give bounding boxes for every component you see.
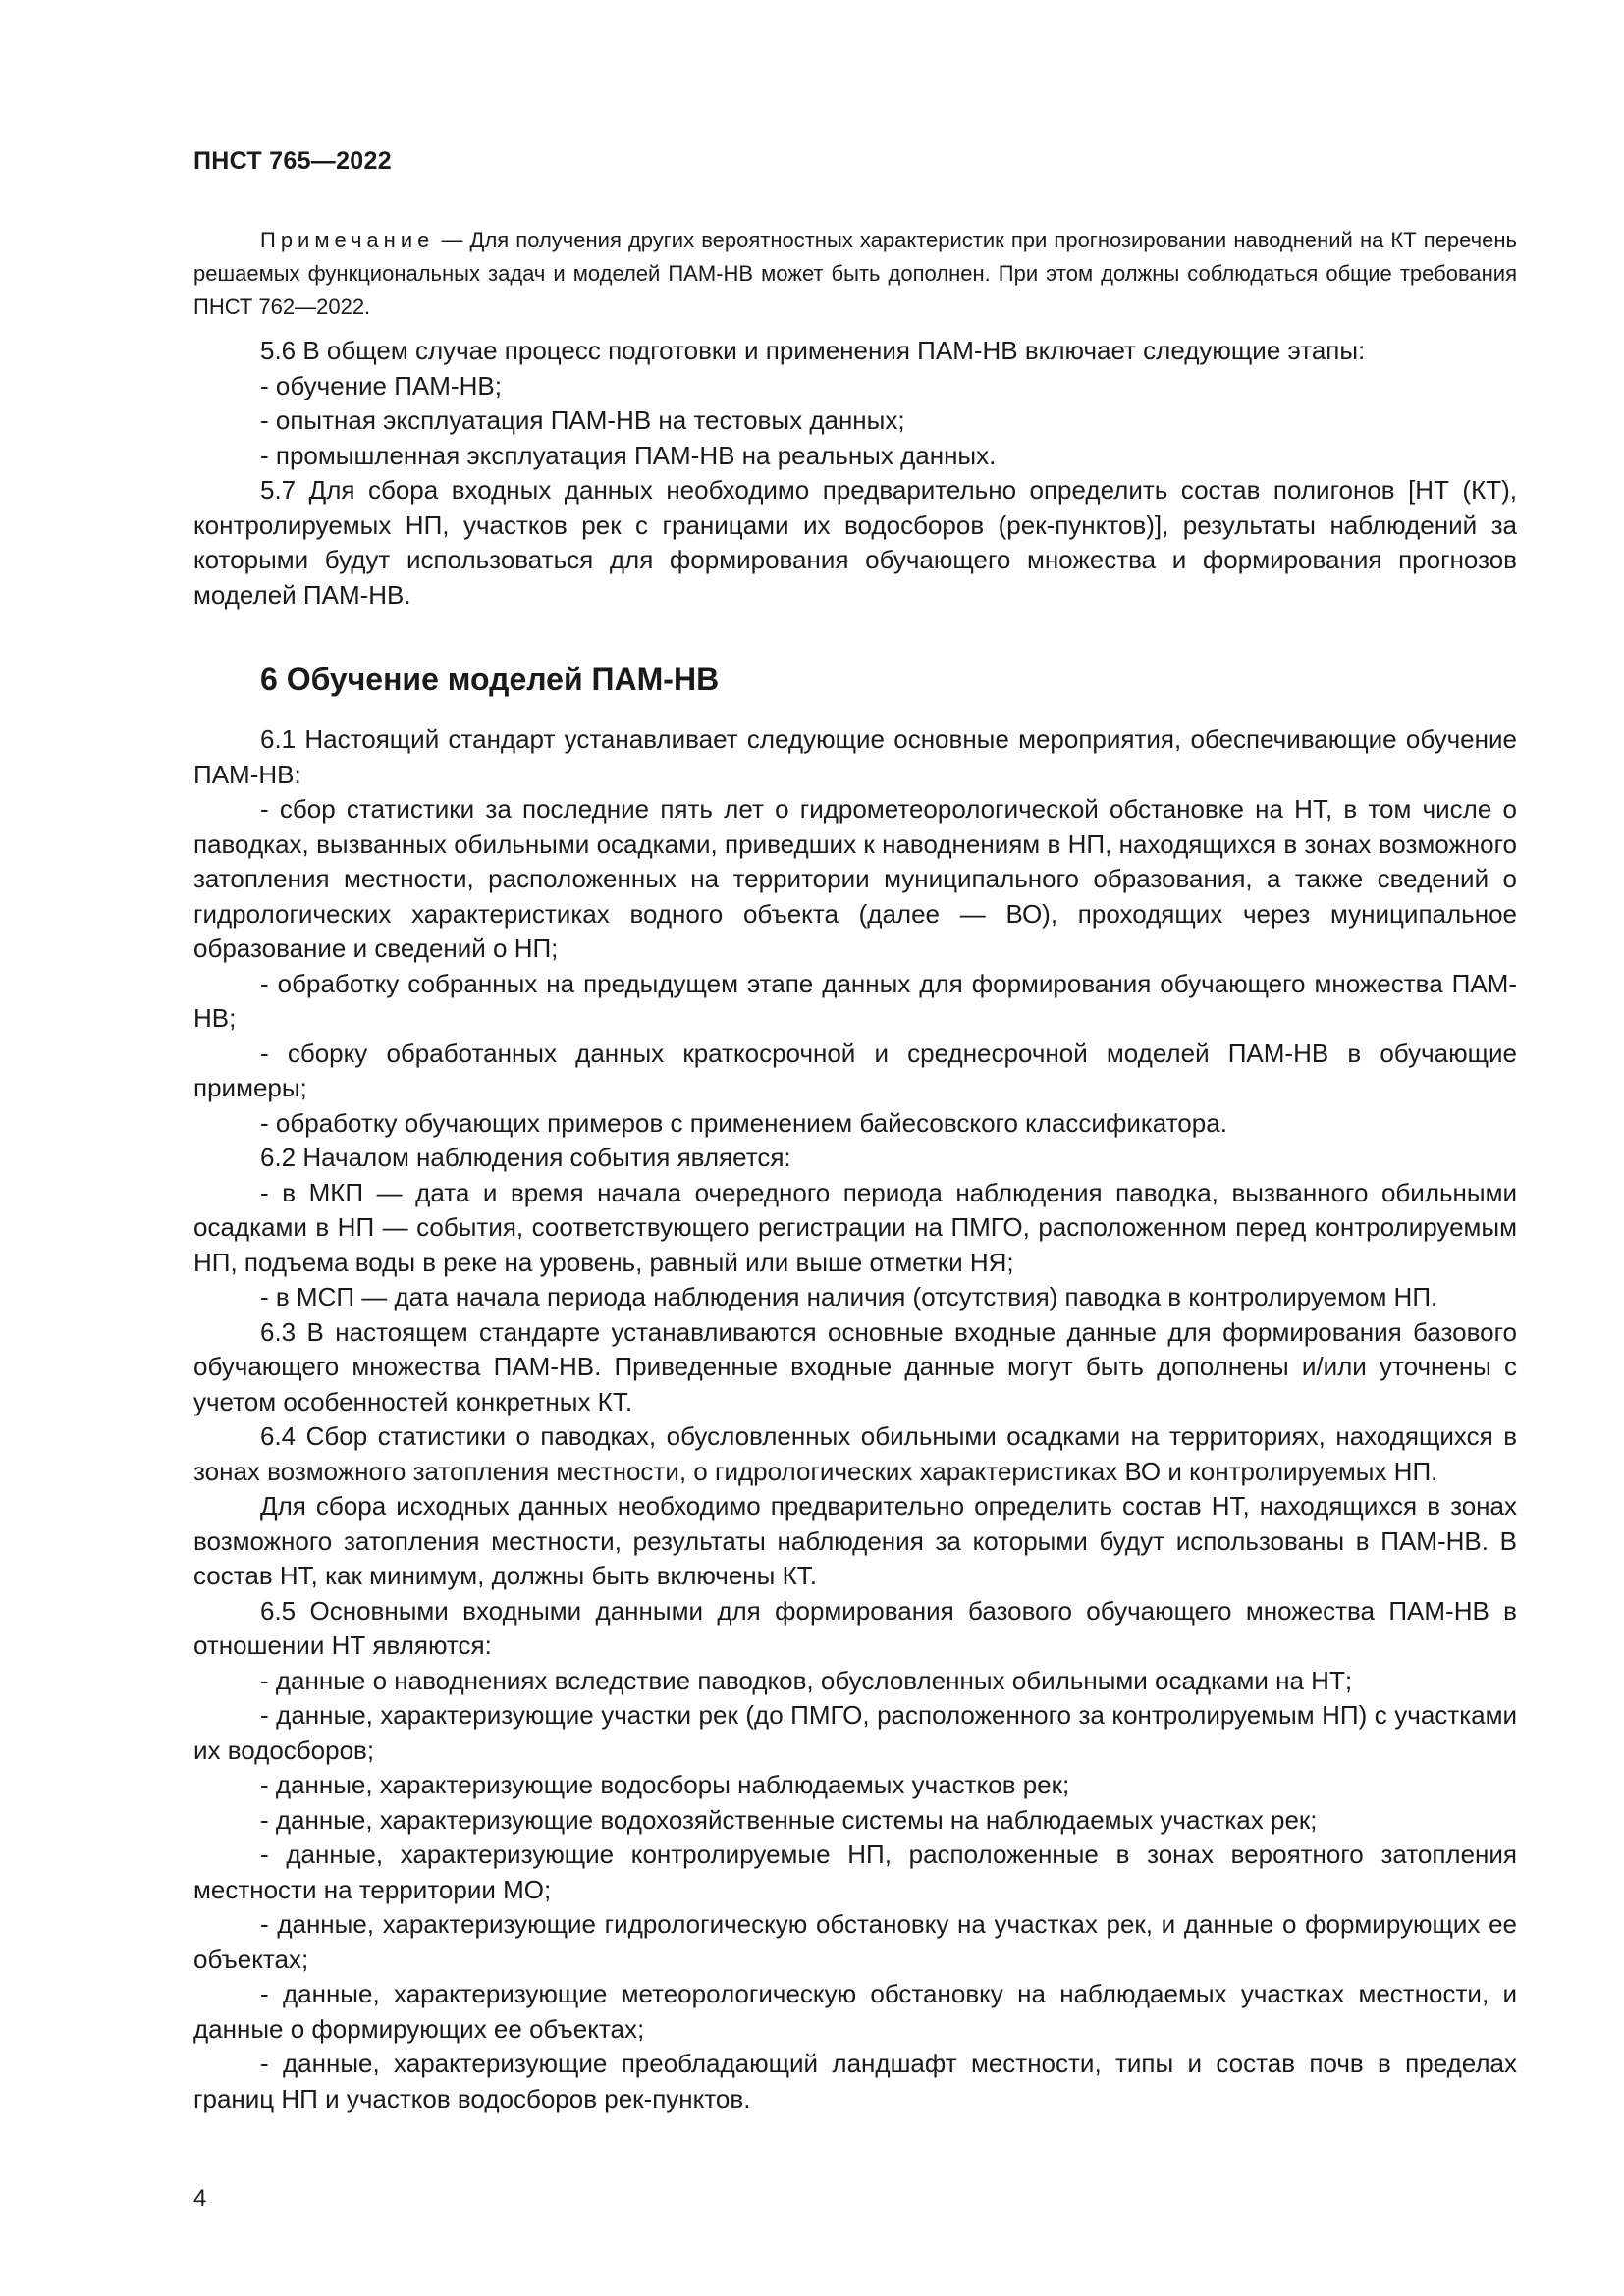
paragraph-6-1: 6.1 Настоящий стандарт устанавливает следующие основные мероприятия, обеспечивающие обучение ПАМ-НВ: [193,724,1517,789]
list-item: - обучение ПАМ-НВ; [260,370,502,400]
list-item: - в МСП — дата начала периода наблюдения наличия (отсутствия) паводка в контролируемом НП. [260,1282,1438,1311]
list-item: - сбор статистики за последние пять лет о гидрометеорологической обстановке на НТ, в том числе о паводках, вызванных обильными осадками, приведших к наводнениям в НП, находящихся в зонах возможного затопления местности, расположенных на территории муниципального образования, а также сведений о гидрологических характеристиках водного объекта (далее — ВО), проходящих через муниципальное образование и сведений о НП; [193,794,1517,963]
note-paragraph [193,224,1517,324]
list-item: - данные, характеризующие водохозяйственные системы на наблюдаемых участках рек; [260,1804,1318,1835]
list-item: - данные, характеризующие участки рек (до ПМГО, расположенного за контролируемым НП) с участками их водосборов; [193,1700,1517,1765]
list-item: - данные, характеризующие водосборы наблюдаемых участков рек; [260,1770,1070,1799]
paragraph-6-2: 6.2 Началом наблюдения события является: [260,1143,791,1172]
list-item: - промышленная эксплуатация ПАМ-НВ на реальных данных. [260,440,997,470]
paragraph-6-5: 6.5 Основными входными данными для формирования базового обучающего множества ПАМ-НВ в отношении НТ являются: [193,1595,1517,1660]
list-item: - данные, характеризующие гидрологическую обстановку на участках рек, и данные о формирующих ее объектах; [193,1909,1517,1974]
page-number: 4 [193,2185,207,2212]
note-text: — Для получения других вероятностных характеристик при прогнозировании наводнений на КТ перечень решаемых функциональных задач и моделей ПАМ-НВ может быть дополнен. При этом должны соблюдаться общие требования ПНСТ 762—2022. [193,228,1517,319]
paragraph-5-6: 5.6 В общем случае процесс подготовки и применения ПАМ-НВ включает следующие этапы: [260,336,1366,365]
list-item: - данные, характеризующие контролируемые НП, расположенные в зонах вероятного затопления местности на территории МО; [193,1840,1517,1904]
list-item: - опытная эксплуатация ПАМ-НВ на тестовых данных; [260,405,905,435]
list-item: - данные о наводнениях вследствие паводков, обусловленных обильными осадками на НТ; [260,1665,1353,1695]
list-item: - в МКП — дата и время начала очередного периода наблюдения паводка, вызванного обильными осадками в НП — события, соответствующего регистрации на ПМГО, расположенном перед контролируемым НП, подъема воды в реке на уровень, равный или выше отметки НЯ; [193,1177,1517,1277]
page-content [193,224,1517,2116]
section-6-heading: 6 Обучение моделей ПАМ-НВ [260,662,720,697]
list-item: - данные, характеризующие метеорологическую обстановку на наблюдаемых участках местности, и данные о формирующих ее объектах; [193,1979,1517,2044]
list-item: - данные, характеризующие преобладающий ландшафт местности, типы и состав почв в пределах границ НП и участков водосборов рек-пунктов. [193,2049,1517,2113]
note-label: Примечание [260,228,435,252]
list-item: - сборку обработанных данных краткосрочной и среднесрочной моделей ПАМ-НВ в обучающие примеры; [193,1038,1517,1102]
paragraph-6-4-continued: Для сбора исходных данных необходимо предварительно определить состав НТ, находящихся в зонах возможного затопления местности, результаты наблюдения за которыми будут использованы в ПАМ-НВ. В состав НТ, как минимум, должны быть включены КТ. [193,1491,1517,1590]
paragraph-5-7: 5.7 Для сбора входных данных необходимо предварительно определить состав полигонов [НТ (КТ), контролируемых НП, участков рек с границами их водосборов (рек-пунктов)], результаты наблюдений за которыми будут использоваться для формирования обучающего множества и формирования прогнозов моделей ПАМ-НВ. [193,475,1517,610]
paragraph-6-3: 6.3 В настоящем стандарте устанавливаются основные входные данные для формирования базового обучающего множества ПАМ-НВ. Приведенные входные данные могут быть дополнены и/или уточнены с учетом особенностей конкретных КТ. [193,1316,1517,1416]
document-code-header: ПНСТ 765—2022 [193,147,392,175]
paragraph-6-4: 6.4 Сбор статистики о паводках, обусловленных обильными осадками на территориях, находящихся в зонах возможного затопления местности, о гидрологических характеристиках ВО и контролируемых НП. [193,1421,1517,1486]
list-item: - обработку собранных на предыдущем этапе данных для формирования обучающего множества ПАМ-НВ; [193,968,1517,1033]
list-item: - обработку обучающих примеров с применением байесовского классификатора. [260,1107,1227,1138]
